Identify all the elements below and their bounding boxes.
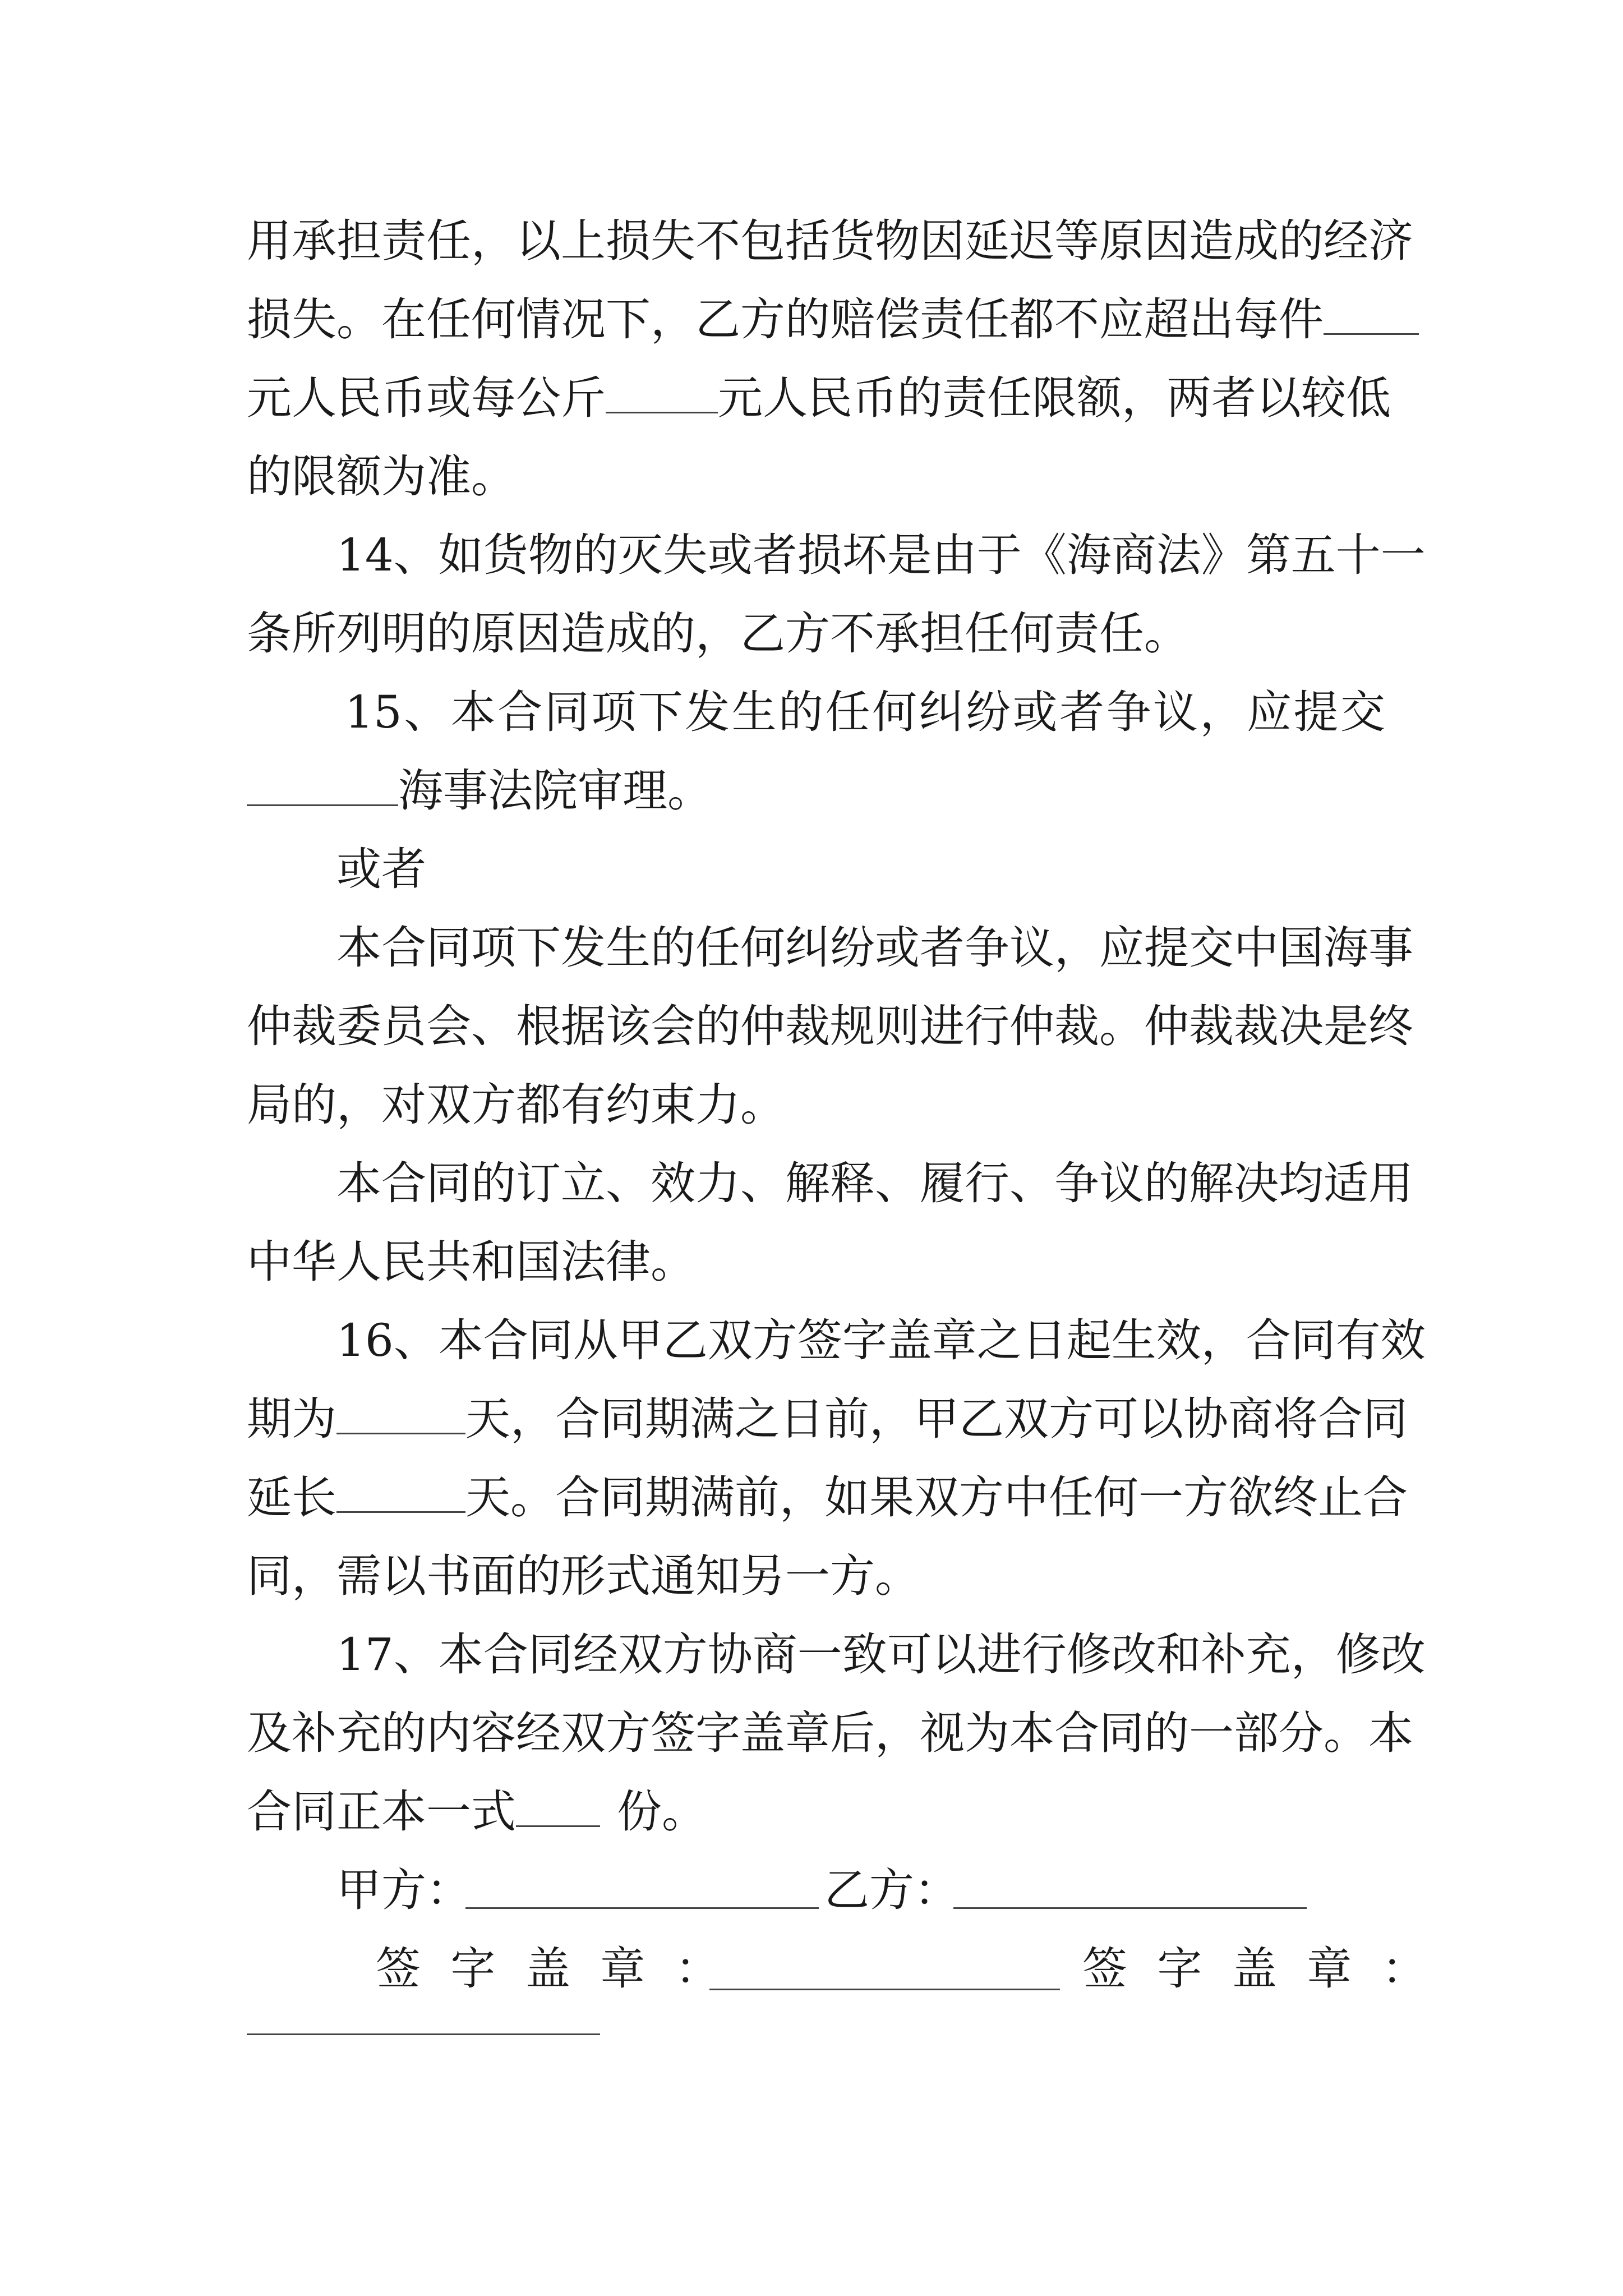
body-line: 损失。在任何情况下，乙方的赔偿责任都不应超出每件 bbox=[247, 292, 1385, 348]
body-line: 的限额为准。 bbox=[247, 450, 516, 503]
fill-blank bbox=[516, 1785, 600, 1827]
body-line: 16、本合同从甲乙双方签字盖章之日起生效，合同有效 bbox=[336, 1314, 1426, 1366]
body-line: 合同正本一式 份。 bbox=[247, 1786, 707, 1838]
party-b-label: 乙方： bbox=[824, 1864, 959, 1916]
body-line: 中华人民共和国法律。 bbox=[247, 1236, 695, 1288]
body-line: 仲裁委员会、根据该会的仲裁规则进行仲裁。仲裁裁决是终 bbox=[247, 1000, 1413, 1052]
body-line: 同，需以书面的形式通知另一方。 bbox=[247, 1550, 920, 1602]
body-line: 本合同项下发生的任何纠纷或者争议，应提交中国海事 bbox=[336, 922, 1413, 974]
body-line: 15、本合同项下发生的任何纠纷或者争议，应提交 bbox=[345, 686, 1385, 738]
body-line: 本合同的订立、效力、解释、履行、争议的解决均适用 bbox=[336, 1157, 1413, 1209]
party-a-name-line bbox=[465, 1907, 819, 1909]
party-b-name-line bbox=[953, 1907, 1307, 1909]
body-line: 或者 bbox=[336, 843, 426, 895]
body-line: 及补充的内容经双方签字盖章后，视为本合同的一部分。本 bbox=[247, 1707, 1413, 1759]
body-line: 17、本合同经双方协商一致可以进行修改和补充，修改 bbox=[336, 1628, 1426, 1681]
fill-blank bbox=[247, 764, 398, 806]
party-a-label: 甲方： bbox=[336, 1864, 471, 1916]
party-b-seal-label: 签 字 盖 章 ： bbox=[1082, 1943, 1435, 1995]
body-line: 期为 天，合同期满之日前，甲乙双方可以协商将合同 bbox=[247, 1393, 1408, 1445]
fill-blank bbox=[336, 1392, 465, 1434]
fill-blank bbox=[336, 1471, 465, 1513]
body-line: 条所列明的原因造成的，乙方不承担任何责任。 bbox=[247, 608, 1189, 660]
body-line: 用承担责任，以上损失不包括货物因延迟等原因造成的经济 bbox=[247, 215, 1413, 267]
body-line: 延长 天。合同期满前，如果双方中任何一方欲终止合 bbox=[247, 1471, 1408, 1524]
party-b-seal-line bbox=[247, 2033, 600, 2035]
body-line: 局的，对双方都有约束力。 bbox=[247, 1079, 785, 1131]
body-line: 海事法院审理。 bbox=[247, 763, 1385, 819]
party-a-seal-label: 签 字 盖 章 ： bbox=[376, 1943, 728, 1995]
fill-blank bbox=[1324, 293, 1419, 335]
party-a-seal-line bbox=[709, 1989, 1060, 1990]
body-line: 14、如货物的灭失或者损坏是由于《海商法》第五十一 bbox=[336, 529, 1426, 581]
body-line: 元人民币或每公斤 元人民币的责任限额，两者以较低 bbox=[247, 372, 1391, 424]
fill-blank bbox=[606, 371, 718, 413]
